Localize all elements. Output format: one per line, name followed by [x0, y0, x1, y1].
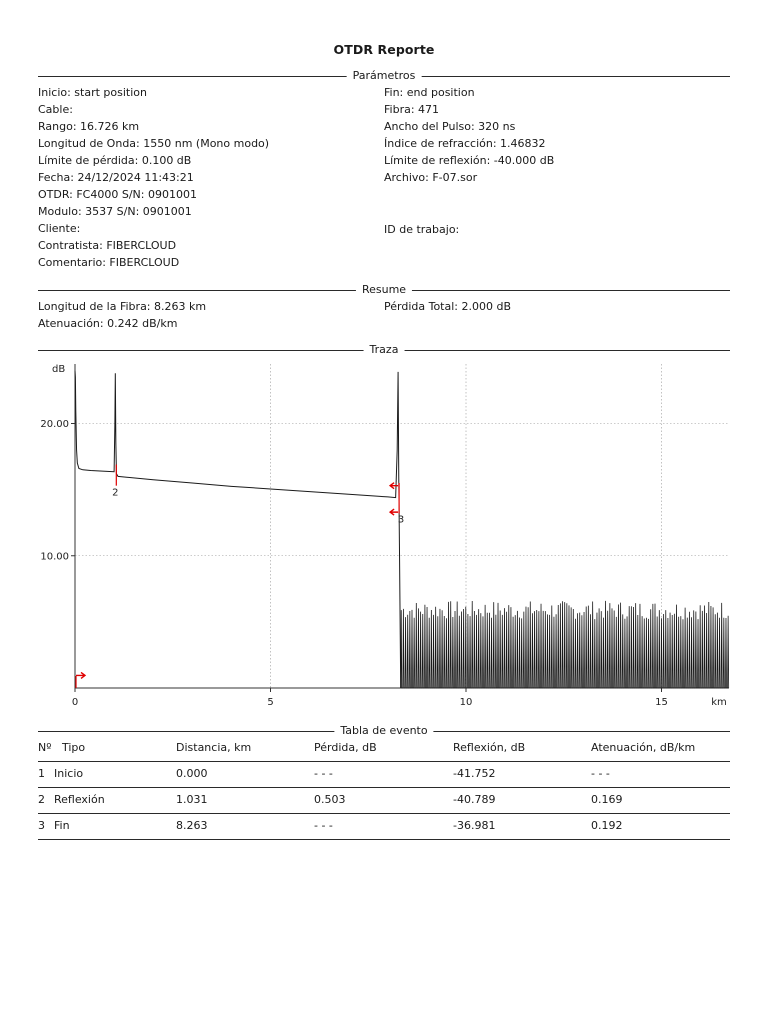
event-type: Reflexión [54, 793, 105, 806]
event-reflection: -40.789 [453, 793, 496, 806]
param-contractor: Contratista: FIBERCLOUD [38, 239, 177, 252]
summary-fiber-length: Longitud de la Fibra: 8.263 km [38, 300, 207, 313]
trace-line [75, 371, 401, 688]
param-client: Cliente: [38, 222, 81, 235]
event-label-2: 2 [112, 487, 119, 499]
params-right-column [384, 84, 554, 186]
summary-left-column [38, 298, 206, 332]
col-distance: Distancia, km [176, 741, 252, 754]
event-distance: 1.031 [176, 793, 208, 806]
summary-section-header [38, 283, 730, 297]
event-label-3: 3 [397, 514, 405, 526]
col-type: Tipo [62, 741, 86, 754]
param-cable: Cable: [38, 103, 73, 116]
event-attenuation: 0.192 [591, 819, 623, 832]
event-table-header [38, 736, 730, 762]
param-pulse-width: Ancho del Pulso: 320 ns [384, 120, 516, 133]
event-number: 1 [38, 767, 45, 780]
report-title: OTDR Reporte [333, 42, 435, 57]
param-job-id: ID de trabajo: [384, 223, 460, 236]
col-number: Nº [38, 741, 52, 754]
param-range: Rango: 16.726 km [38, 120, 140, 133]
event-type: Inicio [54, 767, 84, 780]
param-comment: Comentario: FIBERCLOUD [38, 256, 180, 269]
col-reflection: Reflexión, dB [453, 741, 526, 754]
y-axis-label: dB [52, 364, 66, 375]
event-loss: 0.503 [314, 793, 346, 806]
x-tick-label: 5 [267, 697, 274, 708]
param-fiber: Fibra: 471 [384, 103, 440, 116]
summary-heading: Resume [356, 283, 412, 297]
start-marker [76, 672, 85, 678]
params-section-header [38, 69, 730, 83]
x-tick-label: 0 [71, 697, 79, 708]
events-heading: Tabla de evento [334, 724, 433, 738]
param-wavelength: Longitud de Onda: 1550 nm (Mono modo) [38, 137, 270, 150]
event-attenuation: 0.169 [591, 793, 623, 806]
param-end: Fin: end position [384, 86, 475, 99]
param-loss-threshold: Límite de pérdida: 0.100 dB [38, 154, 192, 167]
event-reflection: -36.981 [453, 819, 496, 832]
event-distance: 8.263 [176, 819, 208, 832]
event-number: 3 [38, 819, 45, 832]
event-reflection: -41.752 [453, 767, 496, 780]
params-heading: Parámetros [347, 69, 422, 83]
trace-section-header [38, 343, 730, 357]
y-tick-label: 10.00 [40, 551, 69, 563]
x-tick-label: 15 [655, 697, 668, 708]
param-start: Inicio: start position [38, 86, 147, 99]
event-distance: 0.000 [176, 767, 208, 780]
param-otdr: OTDR: FC4000 S/N: 0901001 [38, 188, 197, 201]
event-number: 2 [38, 793, 45, 806]
event-row-3 [38, 814, 730, 840]
summary-attenuation: Atenuación: 0.242 dB/km [38, 317, 178, 330]
event-type: Fin [54, 819, 70, 832]
y-tick-label: 20.00 [40, 419, 69, 431]
x-axis-label: km [711, 697, 727, 708]
summary-total-loss: Pérdida Total: 2.000 dB [384, 300, 512, 313]
params-left-column [38, 84, 269, 271]
event-row-2 [38, 788, 730, 814]
param-module: Modulo: 3537 S/N: 0901001 [38, 205, 192, 218]
col-attenuation: Atenuación, dB/km [591, 741, 696, 754]
col-loss: Pérdida, dB [314, 741, 377, 754]
param-file: Archivo: F-07.sor [384, 171, 478, 184]
event-table [38, 736, 730, 840]
noise-trace [401, 601, 729, 688]
event-loss: - - - [314, 819, 333, 832]
trace-heading: Traza [364, 343, 405, 357]
event-marker-3-arrow-top [390, 483, 398, 489]
x-tick-label: 10 [459, 697, 473, 708]
param-reflection-threshold: Límite de reflexión: -40.000 dB [384, 154, 555, 167]
event-marker-3-arrow-bottom [390, 509, 398, 515]
event-loss: - - - [314, 767, 333, 780]
param-date: Fecha: 24/12/2024 11:43:21 [38, 171, 194, 184]
param-refraction-index: Índice de refracción: 1.46832 [384, 137, 546, 150]
otdr-trace-chart [38, 356, 730, 714]
event-attenuation: - - - [591, 767, 610, 780]
event-row-1 [38, 762, 730, 788]
